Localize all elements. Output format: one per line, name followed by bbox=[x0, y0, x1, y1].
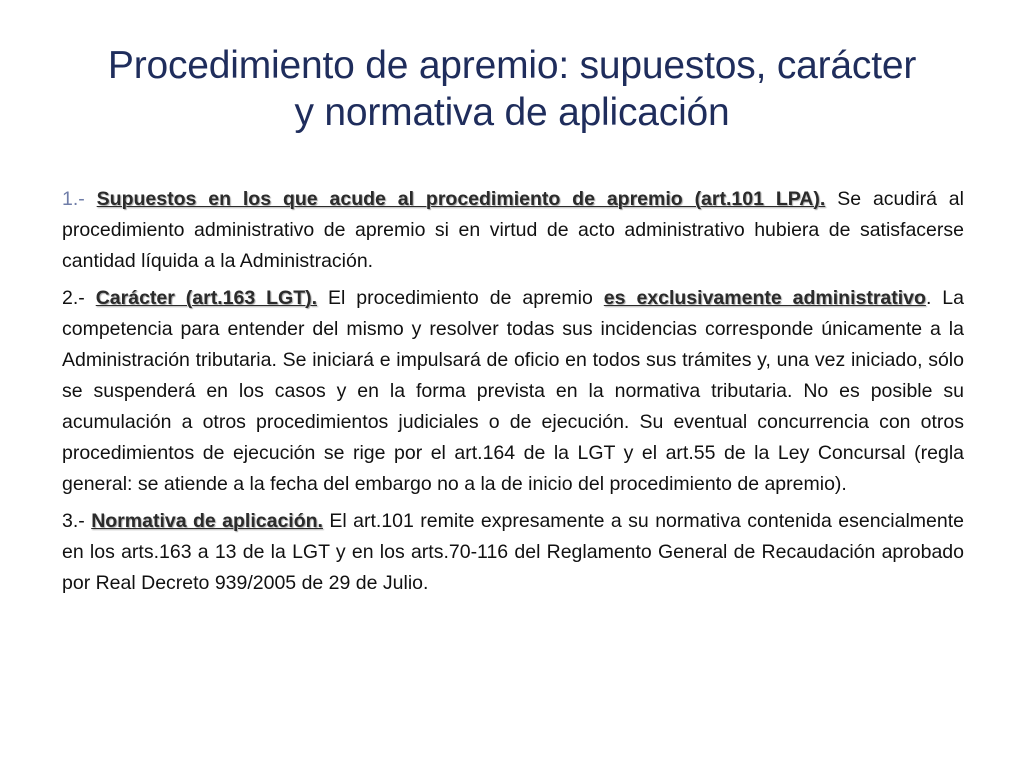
paragraph-3-text: El art.101 remite expresamente a su normativa contenida esencialmente en los arts.163 a 13 de la LGT y en los arts.70-116 del Reglamento General de Recaudación aprobado por Real Decreto 939/2005 de 29 de Julio. bbox=[62, 510, 964, 594]
slide-title bbox=[52, 42, 972, 136]
paragraph-3-number: 3.- bbox=[62, 510, 92, 532]
paragraph-2-text-after: . La competencia para entender del mismo y resolver todas sus incidencias corresponde únicamente a la Administración tributaria. Se iniciará e impulsará de oficio en todos sus trámites y, una vez iniciado, sólo se suspenderá en los casos y en la forma prevista en la normativa tributaria. No es posible su acumulación a otros procedimientos judiciales o de ejecución. Su eventual concurrencia con otros procedimientos de ejecución se rige por el art.164 de la LGT y el art.55 de la Ley Concursal (regla general: se atiende a la fecha del embargo no a la de inicio del procedimiento de apremio). bbox=[62, 287, 964, 495]
paragraph-2-emphasis: es exclusivamente administrativo bbox=[603, 287, 926, 309]
paragraph-2-number: 2.- bbox=[62, 287, 96, 309]
paragraph-2-text-before: El procedimiento de apremio bbox=[317, 287, 604, 309]
paragraph-1 bbox=[62, 184, 964, 277]
paragraph-3-heading: Normativa de aplicación. bbox=[91, 510, 323, 532]
paragraph-3 bbox=[62, 506, 964, 599]
paragraph-1-number: 1.- bbox=[62, 188, 97, 210]
paragraph-1-text: Se acudirá al procedimiento administrativo de apremio si en virtud de acto administrativo hubiera de satisfacerse cantidad líquida a la Administración. bbox=[62, 188, 964, 272]
paragraph-2 bbox=[62, 283, 964, 500]
title-line-1: Procedimiento de apremio: supuestos, carácter bbox=[107, 44, 917, 87]
paragraph-2-heading: Carácter (art.163 LGT). bbox=[95, 287, 318, 309]
slide-body bbox=[62, 184, 964, 605]
paragraph-1-heading: Supuestos en los que acude al procedimiento de apremio (art.101 LPA). bbox=[96, 188, 826, 210]
title-line-2: y normativa de aplicación bbox=[294, 91, 730, 134]
